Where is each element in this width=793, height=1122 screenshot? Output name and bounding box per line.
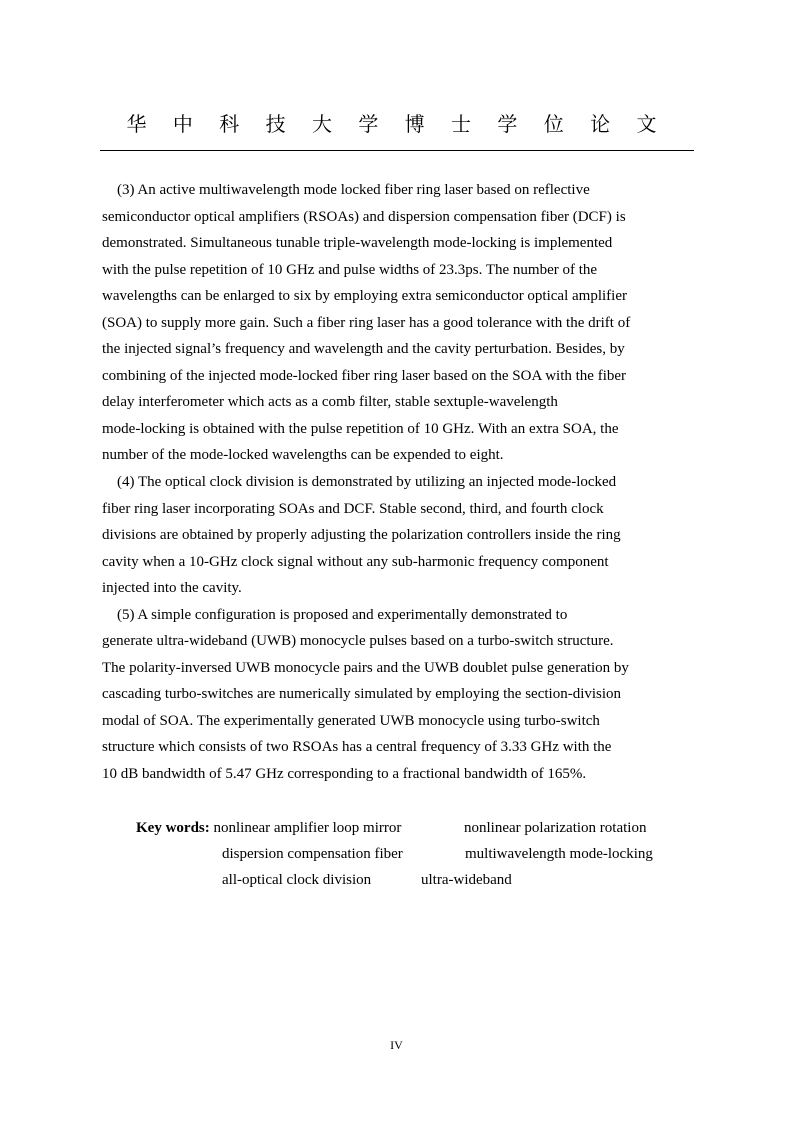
body-line: the injected signal’s frequency and wavelength and the cavity perturbation. Besides, by bbox=[102, 341, 625, 358]
body-line: with the pulse repetition of 10 GHz and pulse widths of 23.3ps. The number of the bbox=[102, 261, 598, 278]
body-line: The polarity-inversed UWB monocycle pairs and the UWB doublet pulse generation by bbox=[102, 659, 629, 676]
body-line: cavity when a 10-GHz clock signal without any sub-harmonic frequency component bbox=[102, 553, 609, 570]
abstract-body bbox=[102, 177, 668, 788]
keyword: nonlinear amplifier loop mirror bbox=[213, 820, 402, 836]
keyword: ultra-wideband bbox=[421, 872, 512, 888]
body-line: fiber ring laser incorporating SOAs and DCF. Stable second, third, and fourth clock bbox=[102, 500, 604, 517]
body-line: wavelengths can be enlarged to six by employing extra semiconductor optical amplifier bbox=[102, 288, 627, 305]
body-line: injected into the cavity. bbox=[102, 580, 242, 597]
body-line: (5) A simple configuration is proposed and experimentally demonstrated to bbox=[102, 606, 568, 623]
body-line: 10 dB bandwidth of 5.47 GHz corresponding to a fractional bandwidth of 165%. bbox=[102, 766, 587, 783]
keyword: nonlinear polarization rotation bbox=[464, 820, 647, 836]
body-line: generate ultra-wideband (UWB) monocycle pulses based on a turbo-switch structure. bbox=[102, 633, 614, 650]
body-line: cascading turbo-switches are numerically simulated by employing the section-division bbox=[102, 686, 622, 703]
body-line: divisions are obtained by properly adjusting the polarization controllers inside the ring bbox=[102, 527, 621, 544]
page-number: IV bbox=[390, 1038, 403, 1052]
body-line: (4) The optical clock division is demonstrated by utilizing an injected mode-locked bbox=[102, 474, 617, 491]
body-line: (3) An active multiwavelength mode locked fiber ring laser based on reflective bbox=[102, 182, 590, 198]
body-line: number of the mode-locked wavelengths can be expended to eight. bbox=[102, 447, 504, 464]
body-line: (SOA) to supply more gain. Such a fiber ring laser has a good tolerance with the drift of bbox=[102, 314, 631, 331]
body-line: modal of SOA. The experimentally generated UWB monocycle using turbo-switch bbox=[102, 712, 600, 729]
body-line: structure which consists of two RSOAs has a central frequency of 3.33 GHz with the bbox=[102, 739, 612, 756]
body-line: demonstrated. Simultaneous tunable triple-wavelength mode-locking is implemented bbox=[102, 235, 613, 252]
keyword: all-optical clock division bbox=[222, 872, 372, 888]
keyword: dispersion compensation fiber bbox=[222, 846, 403, 862]
body-line: semiconductor optical amplifiers (RSOAs) and dispersion compensation fiber (DCF) is bbox=[102, 208, 626, 225]
header-divider bbox=[100, 150, 694, 151]
keywords-row bbox=[136, 820, 401, 837]
body-line: mode-locking is obtained with the pulse repetition of 10 GHz. With an extra SOA, the bbox=[102, 420, 619, 437]
body-line: delay interferometer which acts as a comb filter, stable sextuple-wavelength bbox=[102, 394, 558, 411]
keyword: multiwavelength mode-locking bbox=[465, 846, 653, 862]
body-line: combining of the injected mode-locked fiber ring laser based on the SOA with the fiber bbox=[102, 367, 627, 384]
keywords-label: Key words: bbox=[136, 820, 210, 836]
thesis-header-title: 华 中 科 技 大 学 博 士 学 位 论 文 bbox=[126, 112, 667, 136]
